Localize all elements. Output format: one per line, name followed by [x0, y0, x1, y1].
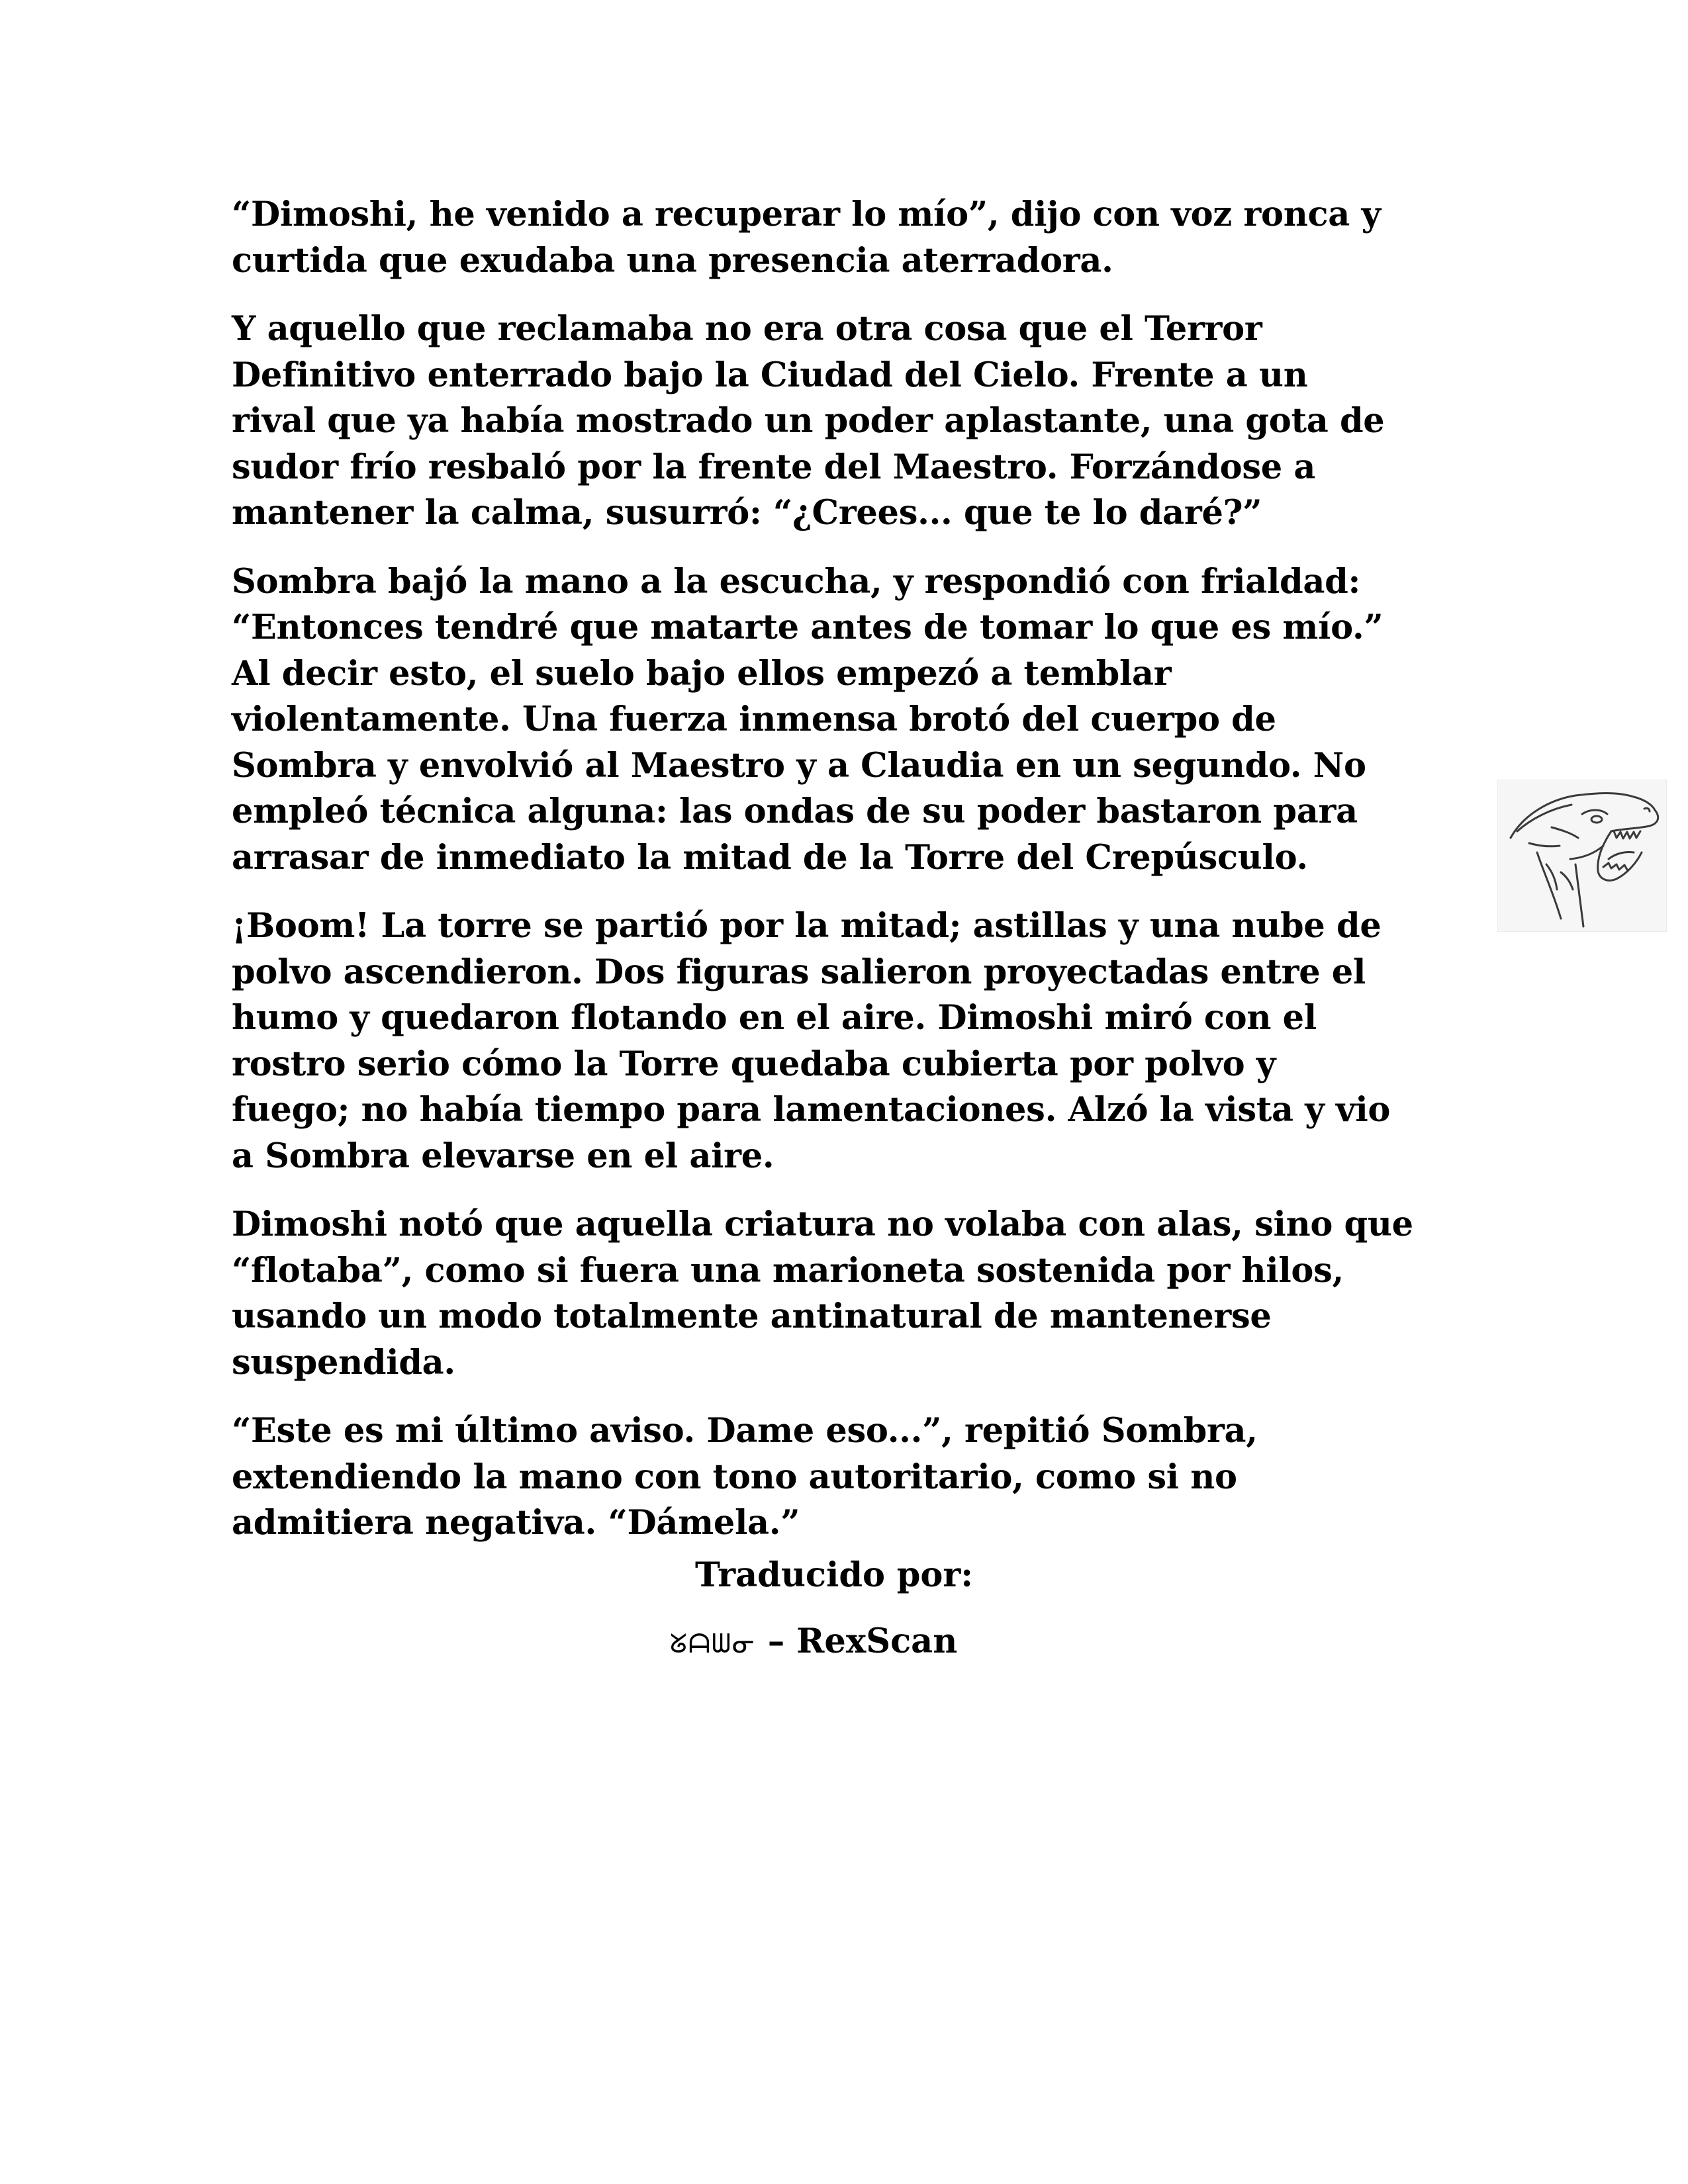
text-line: Al decir esto, el suelo bajo ellos empezó a temblar [232, 653, 1172, 694]
text-line: a Sombra elevarse en el aire. [232, 1136, 774, 1176]
text-line: Sombra bajó la mano a la escucha, y respondió con frialdad: [232, 561, 1361, 602]
text-line: Dimoshi notó que aquella criatura no volaba con alas, sino que [232, 1205, 1413, 1244]
text-line: rival que ya había mostrado un poder aplastante, una gota de [232, 401, 1385, 441]
paragraph-6 [232, 1408, 1463, 1547]
text-line: Sombra y envolvió al Maestro y a Claudia en un segundo. No [232, 745, 1366, 786]
text-line: fuego; no había tiempo para lamentaciones. Alzó la vista y vio [232, 1090, 1391, 1130]
text-line: suspendida. [232, 1342, 455, 1383]
text-line: ¡Boom! La torre se partió por la mitad; astillas y una nube de [232, 906, 1382, 946]
credits-separator: – [756, 1621, 797, 1661]
text-line: “Este es mi último aviso. Dame eso...”, repitió Sombra, [232, 1411, 1258, 1451]
credits-title: Traducido por: [695, 1555, 974, 1595]
text-line: “Dimoshi, he venido a recuperar lo mío”, dijo con voz ronca y [232, 195, 1381, 234]
text-line: sudor frío resbaló por la frente del Maestro. Forzándose a [232, 447, 1316, 487]
text-line: Definitivo enterrado bajo la Ciudad del Cielo. Frente a un [232, 355, 1308, 395]
paragraph-4 [232, 903, 1463, 1179]
text-line: “flotaba”, como si fuera una marioneta sostenida por hilos, [232, 1250, 1344, 1291]
document-body [232, 192, 1463, 1569]
text-line: curtida que exudaba una presencia aterradora. [232, 240, 1113, 281]
text-line: arrasar de inmediato la mitad de la Torre del Crepúsculo. [232, 837, 1308, 878]
paragraph-2 [232, 306, 1463, 537]
text-line: violentamente. Una fuerza inmensa brotó del cuerpo de [232, 700, 1276, 739]
dinosaur-sketch-icon [1497, 780, 1667, 932]
credits-signature-line [670, 1621, 957, 1661]
text-line: mantener la calma, susurró: “¿Crees... que te lo daré?” [232, 493, 1262, 533]
text-line: polvo ascendieron. Dos figuras salieron proyectadas entre el [232, 952, 1366, 992]
text-line: empleó técnica alguna: las ondas de su poder bastaron para [232, 792, 1358, 831]
text-line: Y aquello que reclamaba no era otra cosa que el Terror [232, 309, 1262, 349]
paragraph-5 [232, 1202, 1463, 1386]
text-line: humo y quedaron flotando en el aire. Dimoshi miró con el [232, 998, 1317, 1038]
text-line: “Entonces tendré que matarte antes de tomar lo que es mío.” [232, 608, 1383, 647]
paragraph-1 [232, 192, 1463, 284]
text-line: rostro serio cómo la Torre quedaba cubierta por polvo y [232, 1044, 1276, 1084]
text-line: admitiera negativa. “Dámela.” [232, 1503, 800, 1543]
paragraph-3 [232, 559, 1463, 882]
translator-mark: ᘜᗩᗯᓂ [670, 1629, 757, 1659]
text-line: extendiendo la mano con tono autoritario, como si no [232, 1457, 1237, 1497]
text-line: usando un modo totalmente antinatural de mantenerse [232, 1297, 1272, 1336]
scanlation-group: RexScan [796, 1621, 958, 1661]
